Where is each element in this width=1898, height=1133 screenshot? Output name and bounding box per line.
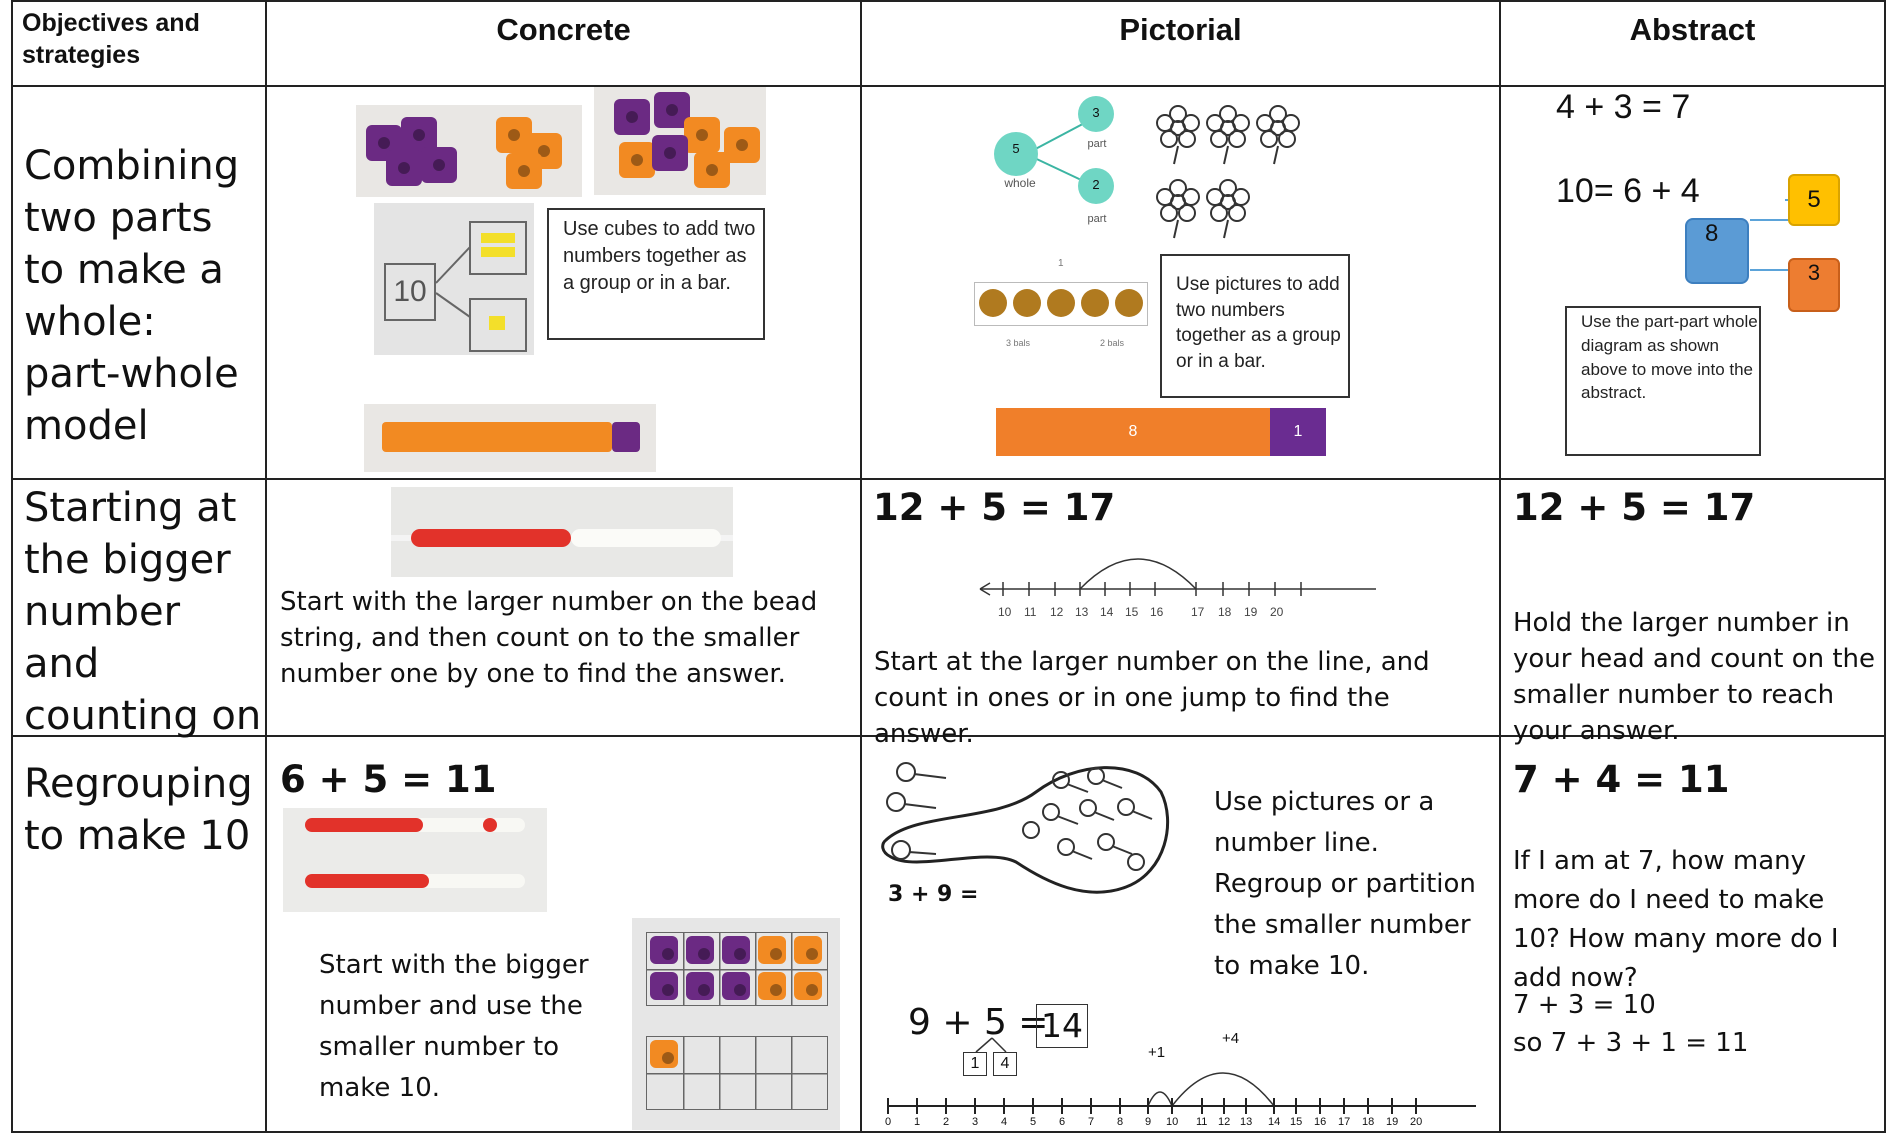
cubes-photo xyxy=(594,87,766,195)
header-abstract: Abstract xyxy=(1629,12,1756,47)
orange-cube xyxy=(619,142,655,178)
whole-box: 10 xyxy=(384,263,436,321)
part-value: 3 xyxy=(1092,105,1100,120)
jump-label: +4 xyxy=(1222,1030,1240,1047)
part-value: 2 xyxy=(1092,177,1100,192)
equation: 10= 6 + 4 xyxy=(1556,172,1700,210)
branch-lines xyxy=(434,243,474,323)
tick-label: 10 xyxy=(998,605,1012,619)
equation: 7 + 4 = 11 xyxy=(1513,758,1730,801)
part-label: part xyxy=(1087,213,1107,225)
regroup-concrete-text: Start with the bigger number and use the smaller number to make 10. xyxy=(319,950,589,1104)
tick-label: 18 xyxy=(1362,1116,1375,1128)
regroup-abstract-line2: so 7 + 3 + 1 = 11 xyxy=(1513,1028,1749,1058)
equation: 3 + 9 = xyxy=(888,882,979,907)
grid-line xyxy=(11,478,1886,480)
number-line-0-20 xyxy=(880,1048,1480,1118)
tick-label: 4 xyxy=(1001,1116,1008,1128)
tick-label: 19 xyxy=(1244,605,1258,619)
split-box: 1 xyxy=(963,1052,987,1076)
whole-value: 5 xyxy=(1012,141,1020,156)
pictures-note: Use pictures to add two numbers together as a group or in a bar. xyxy=(1160,254,1350,398)
tick-label: 11 xyxy=(1024,605,1037,619)
tick-label: 3 xyxy=(972,1116,979,1128)
tick-label: 5 xyxy=(1030,1116,1037,1128)
bead-strings-photo xyxy=(283,808,547,912)
tick-label: 12 xyxy=(1050,605,1064,619)
magnifier-pictures xyxy=(876,752,1176,902)
row-title-regrouping: Regrouping to make 10 xyxy=(24,761,253,859)
equation: 12 + 5 = 17 xyxy=(1513,486,1756,529)
equation: 6 + 5 = 11 xyxy=(280,758,497,801)
tick-label: 14 xyxy=(1100,605,1114,619)
bar-part-1: 1 xyxy=(1270,408,1326,456)
tick-label: 15 xyxy=(1125,605,1139,619)
bar-part-8: 8 xyxy=(996,408,1270,456)
tick-label: 9 xyxy=(1145,1116,1152,1128)
grid-line xyxy=(860,0,862,1133)
tick-label: 7 xyxy=(1088,1116,1095,1128)
orange-cube xyxy=(506,153,542,189)
tick-label: 12 xyxy=(1218,1116,1231,1128)
tick-label: 0 xyxy=(885,1116,892,1128)
tick-label: 20 xyxy=(1270,605,1284,619)
answer-box: 14 xyxy=(1036,1004,1088,1048)
row-title-counting-on: Starting at the bigger number and counting on xyxy=(24,485,262,739)
purple-cube xyxy=(614,99,650,135)
equation: 12 + 5 = 17 xyxy=(873,486,1116,529)
cubes-photo xyxy=(356,105,582,197)
whole-box-blue: 8 xyxy=(1685,218,1749,284)
regroup-abstract-line1: 7 + 3 = 10 xyxy=(1513,990,1656,1020)
counting-on-concrete-text: Start with the larger number on the bead string, and then count on to the smaller number one by one to find the answer. xyxy=(280,587,818,689)
tick-label: 14 xyxy=(1268,1116,1281,1128)
grid-line xyxy=(265,0,267,1133)
part-box-yellow: 5 xyxy=(1788,174,1840,226)
tick-label: 13 xyxy=(1075,605,1089,619)
tick-label: 13 xyxy=(1240,1116,1253,1128)
bead-string-photo xyxy=(391,487,733,577)
purple-cube xyxy=(652,135,688,171)
tick-label: 20 xyxy=(1410,1116,1423,1128)
tick-label: 1 xyxy=(914,1116,921,1128)
header-pictorial: Pictorial xyxy=(1119,12,1242,47)
row-title-part-whole: Combining two parts to make a whole: part-whole model xyxy=(24,143,240,449)
equation: 9 + 5 = xyxy=(908,1002,1049,1043)
purple-cube xyxy=(386,150,422,186)
tick-label: 15 xyxy=(1290,1116,1303,1128)
split-box: 4 xyxy=(993,1052,1017,1076)
white-beads xyxy=(571,529,721,547)
jump-label: +1 xyxy=(1148,1044,1166,1061)
ball-frame xyxy=(974,282,1148,326)
header-concrete: Concrete xyxy=(496,12,631,47)
part-label: part xyxy=(1087,138,1107,150)
tick-label: 17 xyxy=(1191,605,1205,619)
counting-on-abstract-text: Hold the larger number in your head and count on the smaller number to reach your answer. xyxy=(1513,608,1876,746)
orange-bar xyxy=(382,422,612,452)
tick-label: 8 xyxy=(1117,1116,1124,1128)
grid-line xyxy=(11,0,13,1133)
purple-cube xyxy=(612,422,640,452)
cube-bar-photo xyxy=(364,404,656,472)
tick-label: 2 xyxy=(943,1116,950,1128)
grid-line xyxy=(11,85,1886,87)
tick-label: 16 xyxy=(1314,1116,1327,1128)
flower-pictures xyxy=(1154,98,1314,248)
red-beads xyxy=(411,529,571,547)
part-box xyxy=(469,298,527,352)
grid-line xyxy=(1499,0,1501,1133)
tick-label: 17 xyxy=(1338,1116,1351,1128)
tick-label: 10 xyxy=(1166,1116,1179,1128)
tick-label: 18 xyxy=(1218,605,1232,619)
grid-line xyxy=(11,0,1886,2)
whole-label: whole xyxy=(1004,176,1036,190)
tick-label: 6 xyxy=(1059,1116,1066,1128)
part-whole-photo xyxy=(374,203,534,355)
header-objectives: Objectives and strategies xyxy=(22,9,200,69)
grid-line xyxy=(1884,0,1886,1133)
part-box-orange: 3 xyxy=(1788,258,1840,312)
cubes-note: Use cubes to add two numbers together as a group or in a bar. xyxy=(547,208,765,340)
regroup-pictorial-text: Use pictures or a number line. Regroup or partition the smaller number to make 10. xyxy=(1214,787,1476,982)
tick-label: 11 xyxy=(1196,1116,1208,1128)
tick-label: 16 xyxy=(1150,605,1164,619)
part-box xyxy=(469,221,527,275)
frame-label: 2 bals xyxy=(1100,338,1125,348)
frame-label: 3 bals xyxy=(1006,338,1031,348)
ten-frames-photo xyxy=(632,918,840,1130)
orange-cube xyxy=(684,117,720,153)
tick-label: 19 xyxy=(1386,1116,1399,1128)
abstract-note: Use the part-part whole diagram as shown above to move into the abstract. xyxy=(1565,306,1761,456)
frame-mark: 1 xyxy=(1058,258,1064,269)
regroup-abstract-text: If I am at 7, how many more do I need to make 10? How many more do I add now? xyxy=(1513,846,1839,993)
counting-on-pictorial-text: Start at the larger number on the line, and count in ones or in one jump to find the answer. xyxy=(874,647,1430,749)
orange-cube xyxy=(724,127,760,163)
purple-cube xyxy=(421,147,457,183)
equation: 4 + 3 = 7 xyxy=(1556,88,1691,126)
